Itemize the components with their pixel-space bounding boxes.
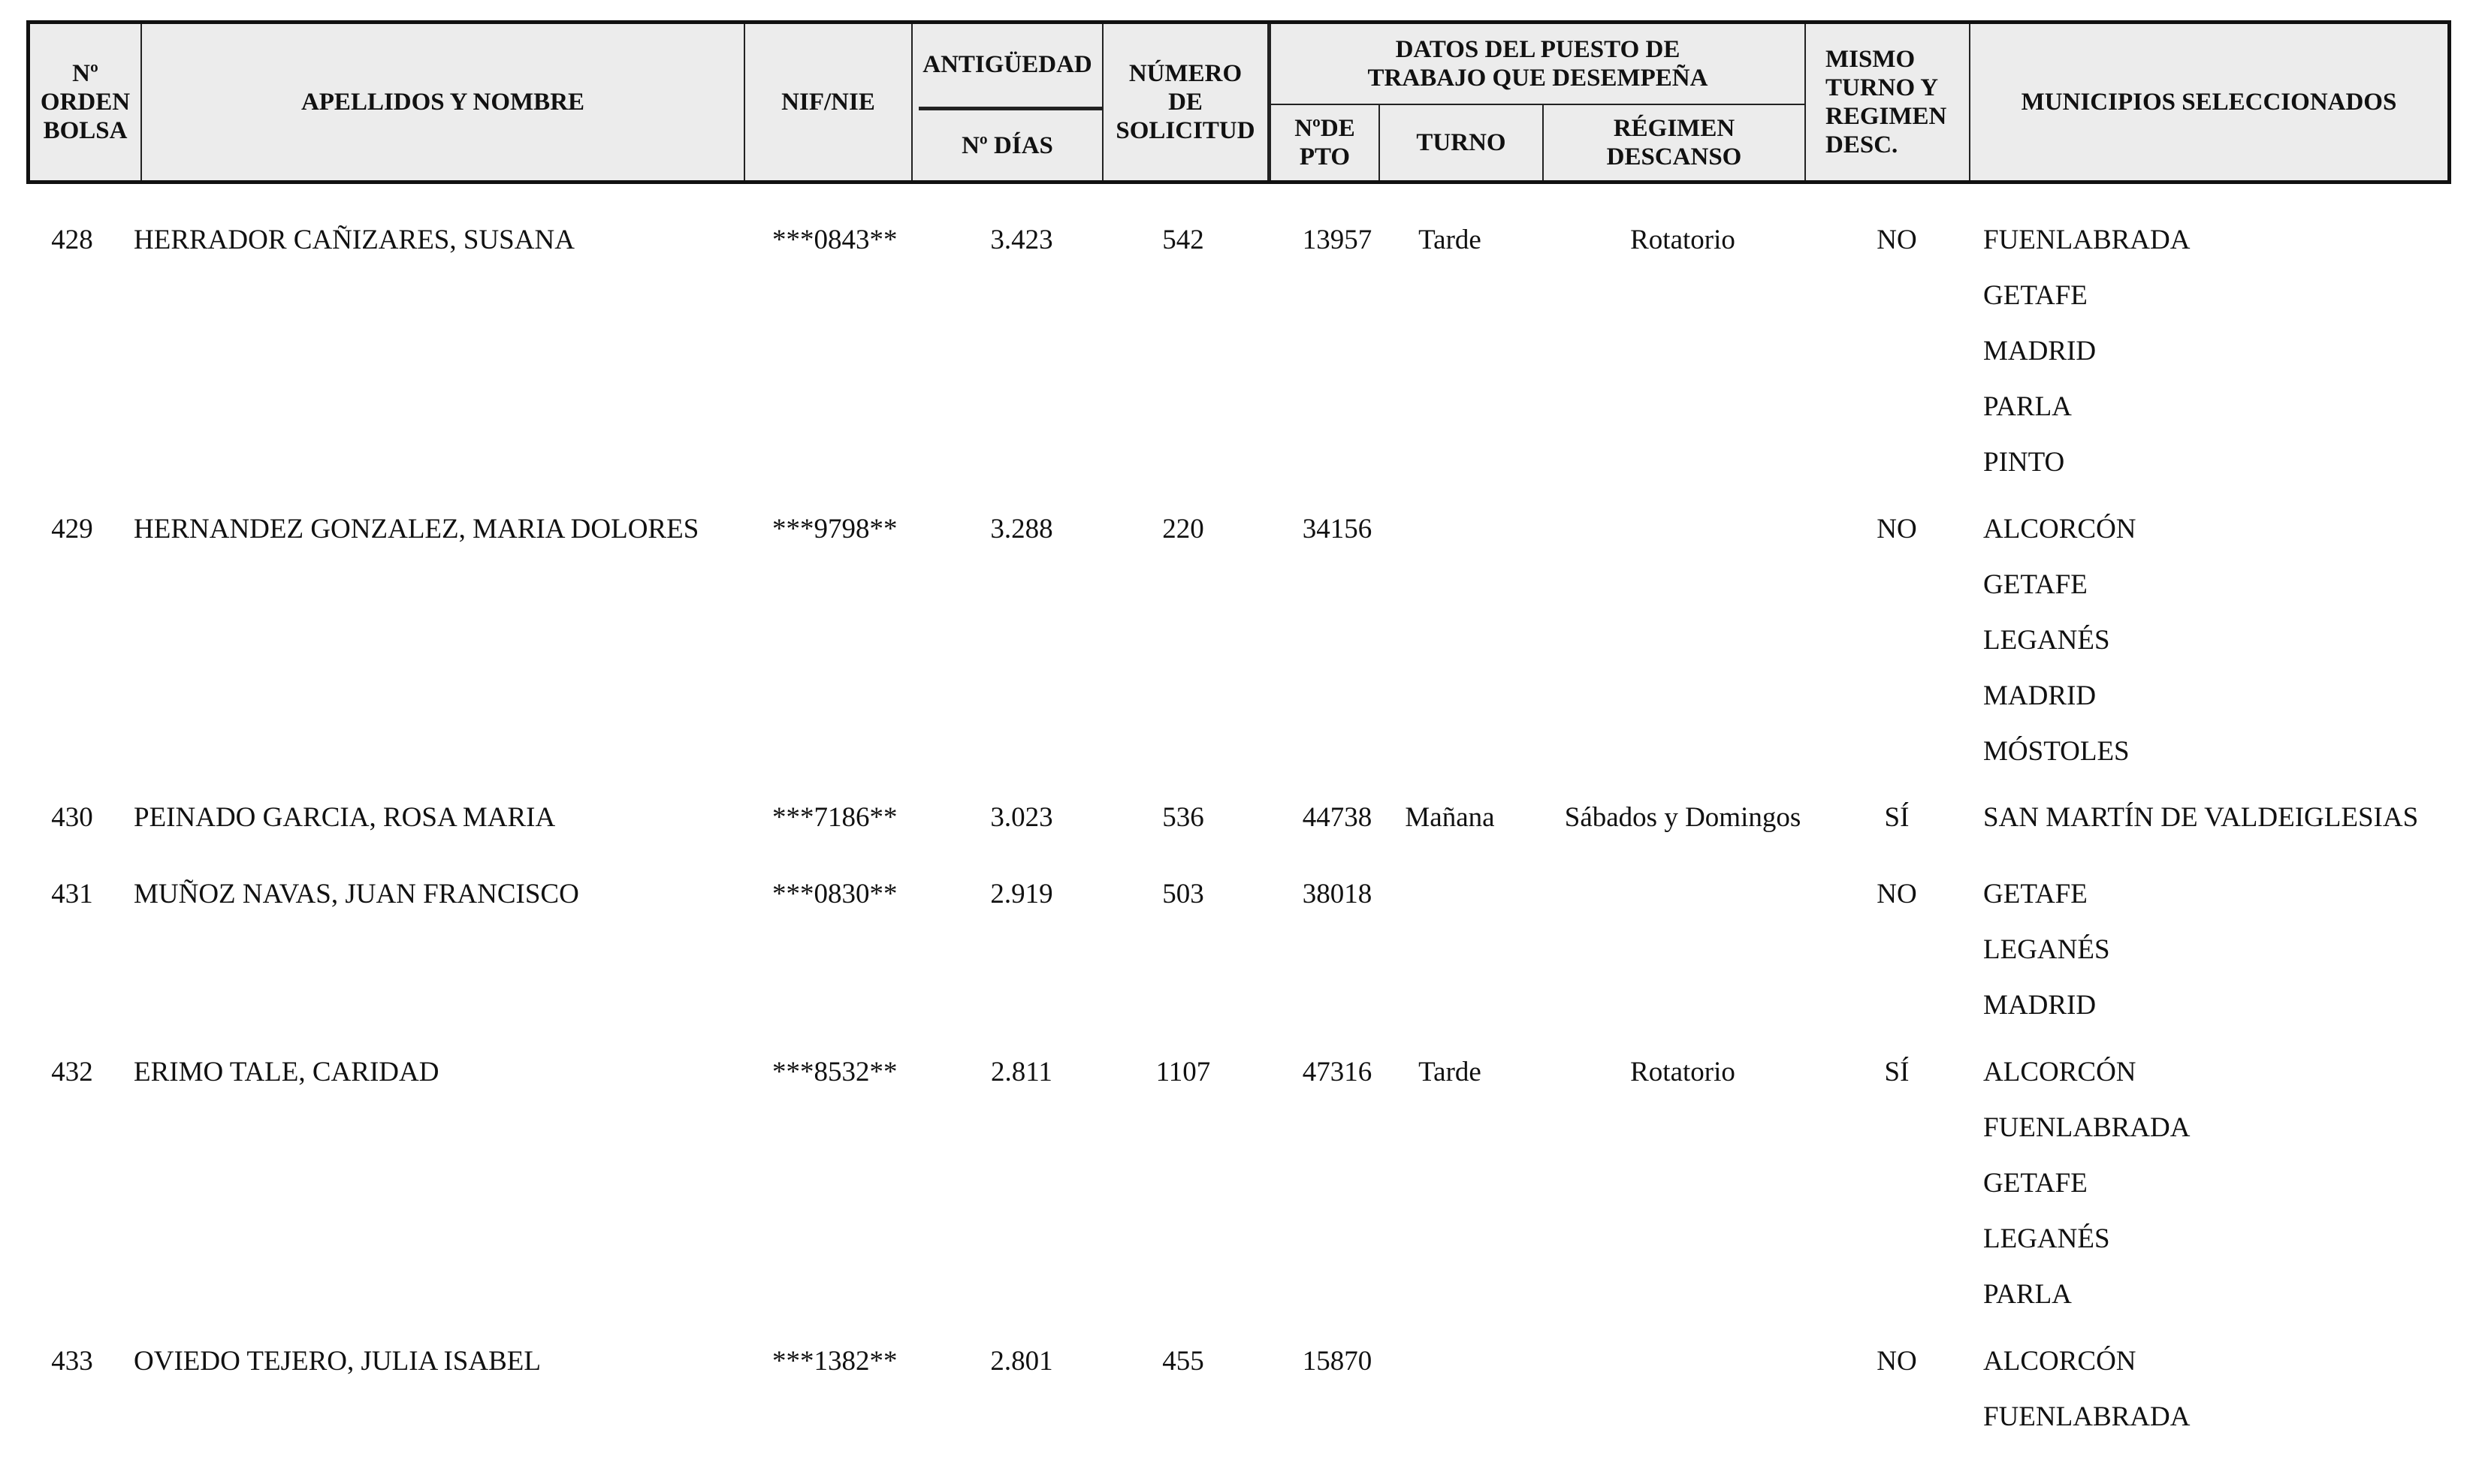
municipio-item: LEGANÉS — [1983, 1223, 2110, 1254]
municipio-item: PINTO — [1983, 447, 2065, 478]
municipio-item: FUENLABRADA — [1983, 225, 2191, 255]
header-solicitud: NÚMERO DE SOLICITUD — [1116, 60, 1255, 144]
cell-nif: ***7186** — [772, 802, 898, 833]
cell-regimen: Rotatorio — [1630, 1057, 1735, 1087]
cell-nif: ***0843** — [772, 225, 898, 255]
cell-solicitud: 455 — [1162, 1346, 1204, 1377]
municipio-item: ALCORCÓN — [1983, 1057, 2136, 1087]
cell-solicitud: 536 — [1162, 802, 1204, 833]
cell-mismo: NO — [1877, 514, 1917, 544]
municipio-item: MADRID — [1983, 336, 2097, 366]
cell-dias: 3.423 — [990, 225, 1053, 255]
cell-nombre: MUÑOZ NAVAS, JUAN FRANCISCO — [134, 879, 579, 909]
cell-pto: 44738 — [1302, 802, 1372, 833]
header-mismo: MISMO TURNO Y REGIMEN DESC. — [1825, 46, 1947, 158]
cell-mismo: NO — [1877, 879, 1917, 909]
cell-turno: Tarde — [1418, 1057, 1481, 1087]
cell-dias: 2.801 — [990, 1346, 1053, 1377]
header-nombre: APELLIDOS Y NOMBRE — [300, 89, 585, 116]
municipio-item: GETAFE — [1983, 1168, 2088, 1199]
cell-pto: 15870 — [1302, 1346, 1372, 1377]
cell-pto: 38018 — [1302, 879, 1372, 909]
cell-orden: 428 — [51, 225, 93, 255]
municipio-item: SAN MARTÍN DE VALDEIGLESIAS — [1983, 802, 2419, 833]
header-puesto: DATOS DEL PUESTO DE TRABAJO QUE DESEMPEÑA — [1367, 36, 1708, 92]
cell-turno: Mañana — [1405, 802, 1495, 833]
cell-solicitud: 542 — [1162, 225, 1204, 255]
municipio-item: MADRID — [1983, 680, 2097, 711]
cell-mismo: SÍ — [1884, 1057, 1910, 1087]
cell-nombre: HERRADOR CAÑIZARES, SUSANA — [134, 225, 575, 255]
municipio-item: GETAFE — [1983, 569, 2088, 600]
cell-pto: 34156 — [1302, 514, 1372, 544]
municipio-item: LEGANÉS — [1983, 934, 2110, 965]
cell-turno: Tarde — [1418, 225, 1481, 255]
cell-orden: 432 — [51, 1057, 93, 1087]
cell-dias: 2.811 — [991, 1057, 1052, 1087]
header-regimen: RÉGIMEN DESCANSO — [1606, 115, 1742, 170]
municipio-item: PARLA — [1983, 391, 2072, 422]
header-pto: NºDE PTO — [1294, 115, 1355, 170]
cell-orden: 431 — [51, 879, 93, 909]
municipio-item: MADRID — [1983, 990, 2097, 1021]
municipio-item: ALCORCÓN — [1983, 1346, 2136, 1377]
table-header — [26, 20, 2451, 184]
header-orden: Nº ORDEN BOLSA — [40, 60, 131, 144]
municipio-item: PARLA — [1983, 1279, 2072, 1310]
header-turno: TURNO — [1416, 129, 1506, 156]
cell-regimen: Rotatorio — [1630, 225, 1735, 255]
cell-nombre: ERIMO TALE, CARIDAD — [134, 1057, 439, 1087]
cell-orden: 429 — [51, 514, 93, 544]
cell-regimen: Sábados y Domingos — [1564, 802, 1801, 833]
municipio-item: MÓSTOLES — [1983, 736, 2130, 767]
municipio-item: LEGANÉS — [1983, 625, 2110, 656]
municipio-item: GETAFE — [1983, 280, 2088, 311]
cell-dias: 3.023 — [990, 802, 1053, 833]
cell-nombre: HERNANDEZ GONZALEZ, MARIA DOLORES — [134, 514, 699, 544]
cell-nombre: OVIEDO TEJERO, JULIA ISABEL — [134, 1346, 541, 1377]
municipio-item: ALCORCÓN — [1983, 514, 2136, 544]
cell-solicitud: 503 — [1162, 879, 1204, 909]
cell-solicitud: 1107 — [1155, 1057, 1211, 1087]
cell-solicitud: 220 — [1162, 514, 1204, 544]
cell-orden: 433 — [51, 1346, 93, 1377]
cell-dias: 3.288 — [990, 514, 1053, 544]
cell-nombre: PEINADO GARCIA, ROSA MARIA — [134, 802, 556, 833]
header-nif: NIF/NIE — [781, 89, 875, 116]
cell-mismo: SÍ — [1884, 802, 1910, 833]
municipio-item: FUENLABRADA — [1983, 1112, 2191, 1143]
cell-nif: ***9798** — [772, 514, 898, 544]
cell-nif: ***8532** — [772, 1057, 898, 1087]
cell-dias: 2.919 — [990, 879, 1053, 909]
header-municipios: MUNICIPIOS SELECCIONADOS — [2021, 89, 2397, 116]
cell-pto: 47316 — [1302, 1057, 1372, 1087]
cell-mismo: NO — [1877, 225, 1917, 255]
cell-mismo: NO — [1877, 1346, 1917, 1377]
municipio-item: FUENLABRADA — [1983, 1401, 2191, 1432]
municipio-item: GETAFE — [1983, 879, 2088, 909]
cell-pto: 13957 — [1302, 225, 1372, 255]
cell-nif: ***0830** — [772, 879, 898, 909]
header-antiguedad: ANTIGÜEDAD — [922, 51, 1092, 78]
header-dias: Nº DÍAS — [962, 131, 1053, 159]
cell-nif: ***1382** — [772, 1346, 898, 1377]
cell-orden: 430 — [51, 802, 93, 833]
